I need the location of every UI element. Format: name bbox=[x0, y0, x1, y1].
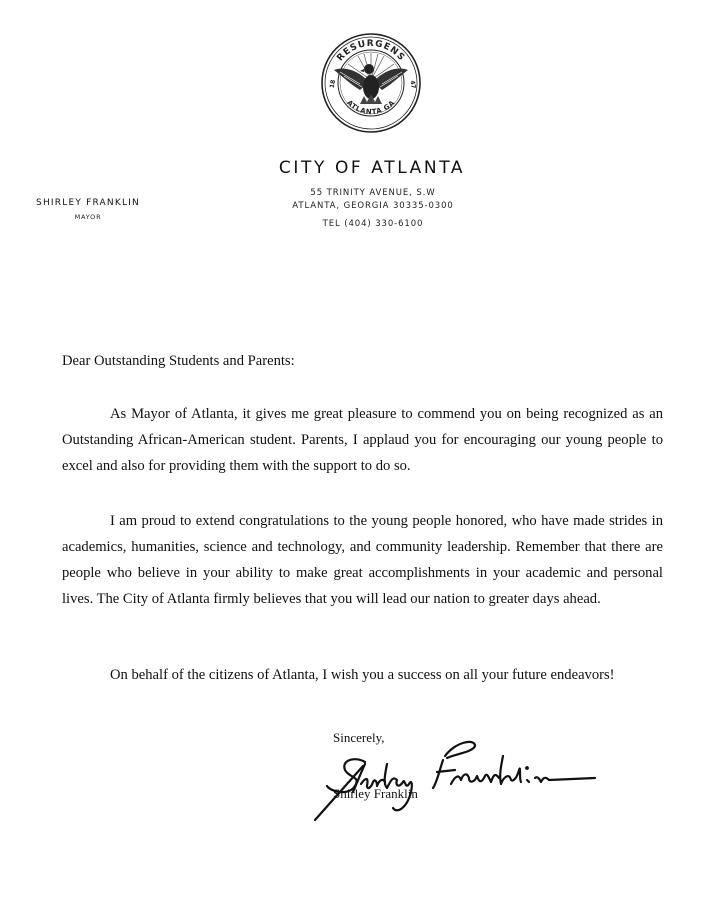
letter-closing: Sincerely, bbox=[333, 730, 385, 745]
seal-motto: RESURGENS bbox=[335, 38, 407, 64]
letter-paragraph-3: On behalf of the citizens of Atlanta, I wish you a success on all your future endeavors! bbox=[110, 667, 615, 683]
sender-name: SHIRLEY FRANKLIN bbox=[36, 198, 140, 208]
letter-paragraph-2: I am proud to extend congratulations to the young people honored, who have made strides in academics, humanities, science and technology, and community leadership. Remember that there are people who believe in your ability to make great accomplishments in your academic and personal lives. The City of Atlanta firmly believes that you will lead our nation to greater days ahead. bbox=[62, 513, 663, 607]
seal-year-right: 47 bbox=[408, 79, 417, 90]
letterhead-address-line1: 55 TRINITY AVENUE, S.W bbox=[310, 188, 436, 198]
letterhead-city-name: CITY OF ATLANTA bbox=[278, 158, 466, 178]
handwritten-signature bbox=[305, 720, 605, 825]
letterhead-telephone: TEL (404) 330-6100 bbox=[322, 219, 424, 229]
letter-printed-name: Shirley Franklin bbox=[333, 786, 418, 801]
letter-paragraph-1: As Mayor of Atlanta, it gives me great pleasure to commend you on being recognized as an Outstanding African-American student. Parents, I applaud you for encouraging our young people to excel and also for providing them with the support to do so. bbox=[62, 406, 663, 474]
city-seal-logo bbox=[320, 32, 422, 134]
sender-title: MAYOR bbox=[74, 213, 102, 221]
letterhead-address-line2: ATLANTA, GEORGIA 30335-0300 bbox=[292, 201, 454, 211]
seal-city: ATLANTA GA bbox=[345, 98, 397, 117]
letter-salutation: Dear Outstanding Students and Parents: bbox=[62, 353, 295, 369]
seal-year-left: 18 bbox=[328, 79, 338, 89]
